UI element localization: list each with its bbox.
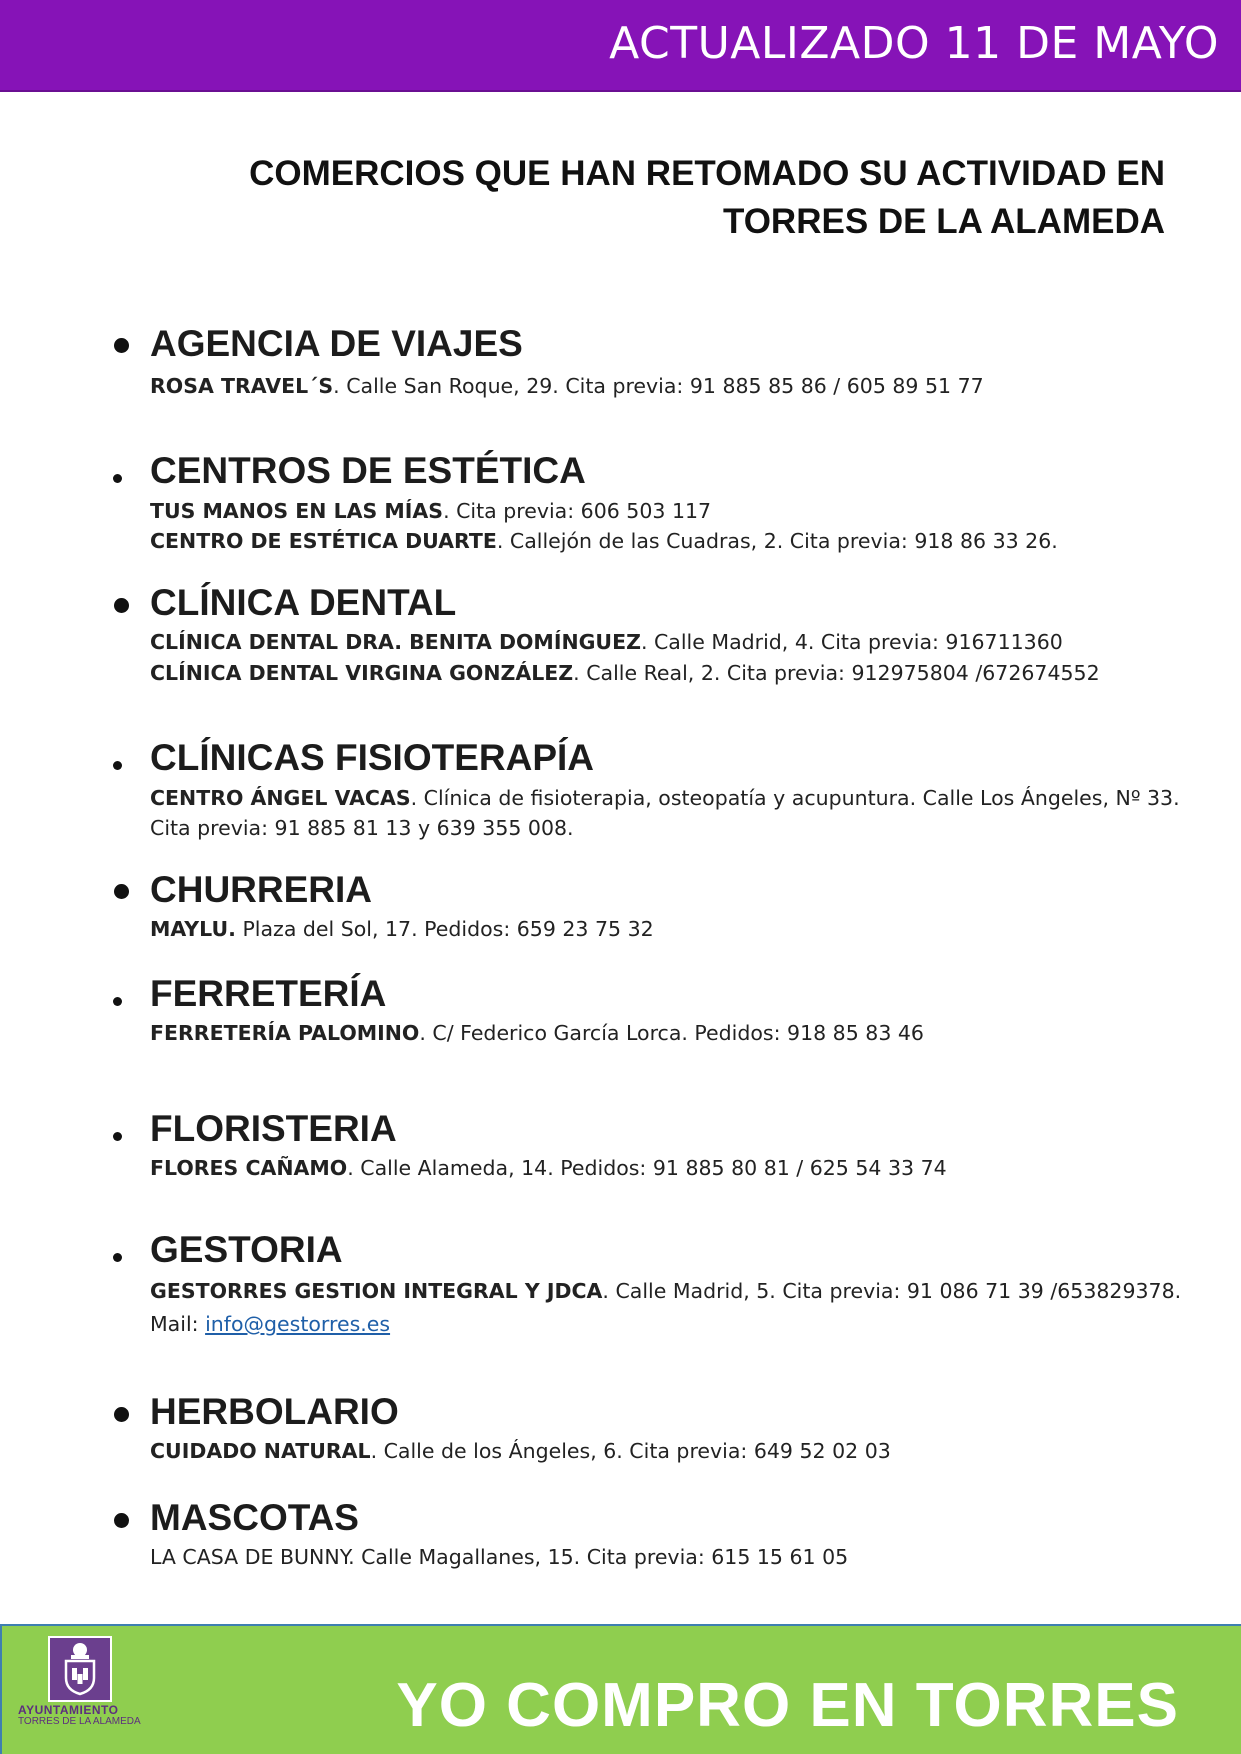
business-name: FLORES CAÑAMO [150,1156,348,1180]
business-line [150,1545,848,1569]
business-details: . Calle San Roque, 29. Cita previa: 91 885 85 86 / 605 89 51 77 [333,374,984,398]
business-name: CENTRO ÁNGEL VACAS [150,786,411,810]
business-line [150,499,711,523]
business-name: GESTORRES GESTION INTEGRAL Y JDCA [150,1279,603,1303]
business-name: FERRETERÍA PALOMINO [150,1021,420,1045]
category-title: CENTROS DE ESTÉTICA [150,450,586,491]
business-details: LA CASA DE BUNNY. Calle Magallanes, 15. Cita previa: 615 15 61 05 [150,1545,849,1569]
business-name: CLÍNICA DENTAL DRA. BENITA DOMÍNGUEZ [150,630,641,654]
logo-caption-ayuntamiento: AYUNTAMIENTO [18,1703,119,1717]
page-title-line-1: COMERCIOS QUE HAN RETOMADO SU ACTIVIDAD EN [249,154,1165,193]
business-name: CLÍNICA DENTAL VIRGINA GONZÁLEZ [150,661,574,685]
business-details: . Calle Madrid, 5. Cita previa: 91 086 71 39 /653829378. [602,1279,1182,1303]
business-name: TUS MANOS EN LAS MÍAS [150,499,444,523]
business-line [150,816,574,840]
business-line [150,786,1180,810]
logo-caption-town: TORRES DE LA ALAMEDA [18,1716,141,1727]
business-line [150,1439,891,1463]
bullet-icon [114,1407,129,1422]
business-line [150,374,984,398]
business-details: . Calle de los Ángeles, 6. Cita previa: 649 52 02 03 [370,1439,891,1463]
business-name: CUIDADO NATURAL [150,1439,371,1463]
category-title: CHURRERIA [150,869,372,910]
bullet-icon [113,761,122,770]
business-details: . Calle Real, 2. Cita previa: 912975804 /672674552 [573,661,1100,685]
business-details: . Calle Alameda, 14. Pedidos: 91 885 80 81 / 625 54 33 74 [347,1156,947,1180]
business-details: . Calle Madrid, 4. Cita previa: 916711360 [640,630,1063,654]
business-line [150,630,1063,654]
business-name: CENTRO DE ESTÉTICA DUARTE [150,529,497,553]
page-title-line-2: TORRES DE LA ALAMEDA [722,202,1165,241]
business-line [150,529,1058,553]
business-line [150,661,1100,685]
business-details: Plaza del Sol, 17. Pedidos: 659 23 75 32 [235,917,654,941]
update-date-banner: ACTUALIZADO 11 DE MAYO [609,18,1219,69]
bullet-icon [114,1513,129,1528]
category-title: AGENCIA DE VIAJES [150,323,523,364]
bullet-icon [113,1132,122,1141]
bullet-icon [114,338,129,353]
business-line [150,917,654,941]
business-line [150,1021,924,1045]
category-title: MASCOTAS [150,1497,359,1538]
category-title: FERRETERÍA [150,973,387,1014]
town-crest-icon [48,1636,112,1702]
category-title: CLÍNICAS FISIOTERAPÍA [150,737,595,778]
page-title [115,150,1165,246]
business-details: . Cita previa: 606 503 117 [443,499,712,523]
bullet-icon [113,997,122,1006]
business-details: . Clínica de fisioterapia, osteopatía y acupuntura. Calle Los Ángeles, Nº 33. [410,786,1180,810]
bullet-icon [113,1253,122,1262]
category-title: FLORISTERIA [150,1108,397,1149]
business-details: . Callejón de las Cuadras, 2. Cita previa: 918 86 33 26. [496,529,1058,553]
business-details: Cita previa: 91 885 81 13 y 639 355 008. [150,816,574,840]
bullet-icon [114,598,129,613]
footer-slogan: YO COMPRO EN TORRES [396,1671,1179,1740]
business-name: ROSA TRAVEL´S [150,374,334,398]
business-line [150,1312,390,1336]
mail-label: Mail: [150,1312,206,1336]
business-line [150,1279,1181,1303]
crest-emblem-icon [50,1638,110,1700]
business-details: . C/ Federico García Lorca. Pedidos: 918 85 83 46 [419,1021,924,1045]
top-banner [0,0,1241,92]
business-name: MAYLU. [150,917,236,941]
email-link[interactable]: info@gestorres.es [205,1312,391,1336]
category-title: GESTORIA [150,1229,343,1270]
bullet-icon [113,474,122,483]
bullet-icon [114,884,129,899]
business-line [150,1156,947,1180]
category-title: CLÍNICA DENTAL [150,582,457,623]
category-title: HERBOLARIO [150,1391,399,1432]
